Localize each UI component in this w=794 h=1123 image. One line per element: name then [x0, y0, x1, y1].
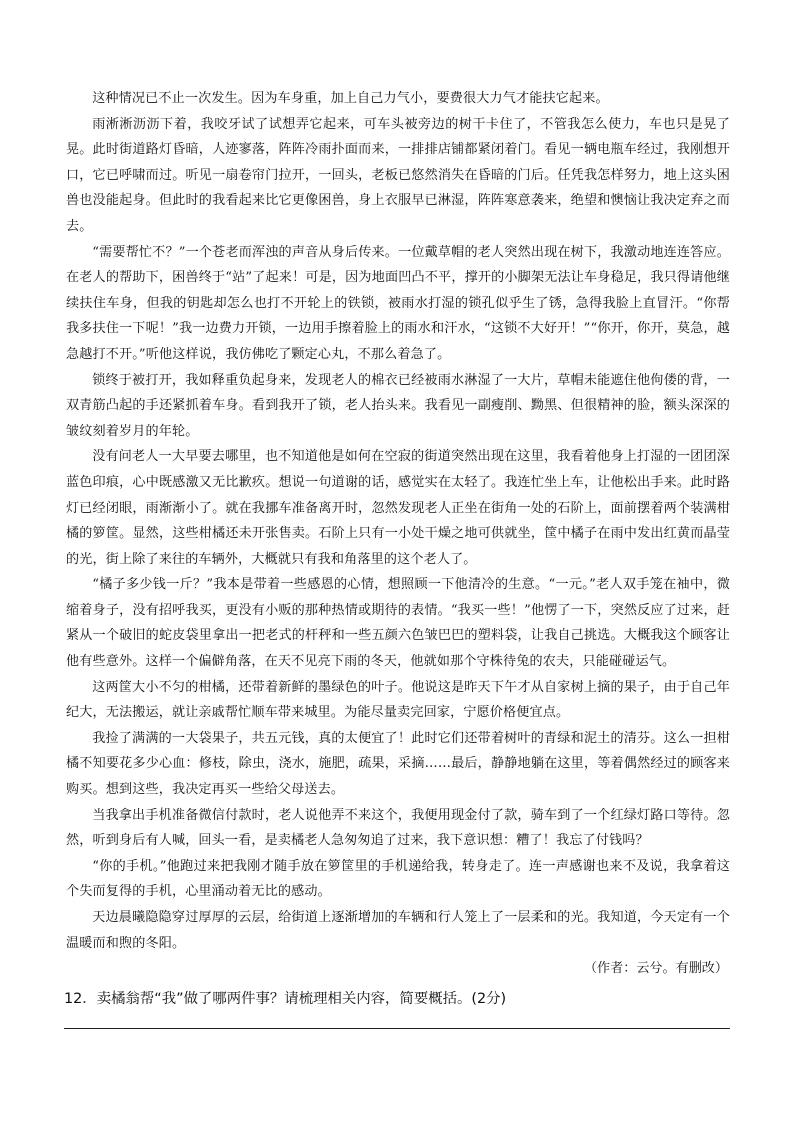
paragraph-1: 这种情况已不止一次发生。因为车身重，加上自己力气小，要费很大力气才能扶它起来。 — [92, 91, 609, 106]
paragraph-9: 当我拿出手机准备微信付款时，老人说他弄不来这个，我便用现金付了款，骑车到了一个红绿灯路口等待。忽然，听到身后有人喊，回头一看，是卖橘老人急匆匆追了过来，我下意识想：糟了！我忘了付钱吗？ — [66, 807, 730, 849]
question-12: 12．卖橘翁帮“我”做了哪两件事？请梳理相关内容，简要概括。(2分) — [64, 991, 507, 1007]
answer-line[interactable] — [64, 1028, 730, 1029]
paragraph-8: 我捡了满满的一大袋果子，共五元钱，真的太便宜了！此时它们还带着树叶的青绿和泥土的清芬。这么一担柑橘不知要花多少心血：修枝，除虫，浇水，施肥，疏果，采摘……最后，静静地躺在这里，等着偶然经过的顾客来购买。想到这些，我决定再买一些给父母送去。 — [66, 730, 730, 798]
paragraph-5: 没有问老人一大早要去哪里，也不知道他是如何在空寂的街道突然出现在这里，我看着他身上打湿的一团团深蓝色印痕，心中既感激又无比歉疚。想说一句道谢的话，感觉实在太轻了。我连忙坐上车，让他松出手来。此时路灯已经闭眼，雨渐渐小了。就在我挪车准备离开时，忽然发现老人正坐在街角一处的石阶上，面前摆着两个装满柑橘的箩筐。显然，这些柑橘还未开张售卖。石阶上只有一小处干燥之地可供就坐，筐中橘子在雨中发出红黄而晶莹的光，街上除了来往的车辆外，大概就只有我和角落里的这个老人了。 — [66, 449, 730, 567]
paragraph-7: 这两筐大小不匀的柑橘，还带着新鲜的墨绿色的叶子。他说这是昨天下午才从自家树上摘的果子，由于自己年纪大，无法搬运，就让亲戚帮忙顺车带来城里。为能尽量卖完回家，宁愿价格便宜点。 — [66, 679, 730, 721]
author-note: （作者：云兮。有删改） — [583, 961, 728, 977]
paragraph-3: “需要帮忙不？”一个苍老而浑浊的声音从身后传来。一位戴草帽的老人突然出现在树下，我激动地连连答应。在老人的帮助下，困兽终于“站”了起来！可是，因为地面凹凸不平，撑开的小脚架无法让车身稳足，我只得请他继续扶住车身，但我的钥匙却怎么也打不开轮上的铁锁，被雨水打湿的锁孔似乎生了锈，急得我脸上直冒汗。“你帮我多扶住一下呢！”我一边费力开锁，一边用手擦着脸上的雨水和汗水，“这锁不大好开！”“你开，你开，莫急，越急越打不开。”听他这样说，我仿佛吃了颗定心丸，不那么着急了。 — [66, 244, 730, 362]
paragraph-11: 天边晨曦隐隐穿过厚厚的云层，给街道上逐渐增加的车辆和行人笼上了一层柔和的光。我知道，今天定有一个温暖而和煦的冬阳。 — [66, 910, 730, 951]
paragraph-10: “你的手机。”他跑过来把我刚才随手放在箩筐里的手机递给我，转身走了。连一声感谢也来不及说，我拿着这个失而复得的手机，心里涌动着无比的感动。 — [66, 858, 730, 900]
paragraph-2: 雨淅淅沥沥下着，我咬牙试了试想弄它起来，可车头被旁边的树干卡住了，不管我怎么使力，车也只是晃了晃。此时街道路灯昏暗，人迹寥落，阵阵冷雨扑面而来，一排排店铺都紧闭着门。看见一辆电瓶车经过，我刚想开口，它已呼啸而过。听见一扇卷帘门拉开，一回头，老板已悠然消失在昏暗的门后。任凭我怎样努力，地上这头困兽也没能起身。但此时的我看起来比它更像困兽，身上衣服早已淋湿，阵阵寒意袭来，绝望和懊恼让我决定弃之而去。 — [66, 116, 730, 234]
article-body — [66, 86, 730, 982]
paragraph-6: “橘子多少钱一斤？”我本是带着一些感恩的心情，想照顾一下他清冷的生意。“一元。”老人双手笼在袖中，微缩着身子，没有招呼我买，更没有小贩的那种热情或期待的表情。“我买一些！”他愣了一下，突然反应了过来，赶紧从一个破旧的蛇皮袋里拿出一把老式的杆秤和一些五颜六色皱巴巴的塑料袋，让我自己挑选。大概我这个顾客让他有些意外。这样一个偏僻角落，在天不见亮下雨的冬天，他就如那个守株待兔的农夫，只能碰碰运气。 — [66, 577, 730, 670]
paragraph-4: 锁终于被打开，我如释重负起身来，发现老人的棉衣已经被雨水淋湿了一大片，草帽未能遮住他佝偻的背，一双青筋凸起的手还紧抓着车身。看到我开了锁，老人抬头来。我看见一副瘦削、黝黑、但很精神的脸，额头深深的皱纹刻着岁月的年轮。 — [66, 372, 730, 439]
